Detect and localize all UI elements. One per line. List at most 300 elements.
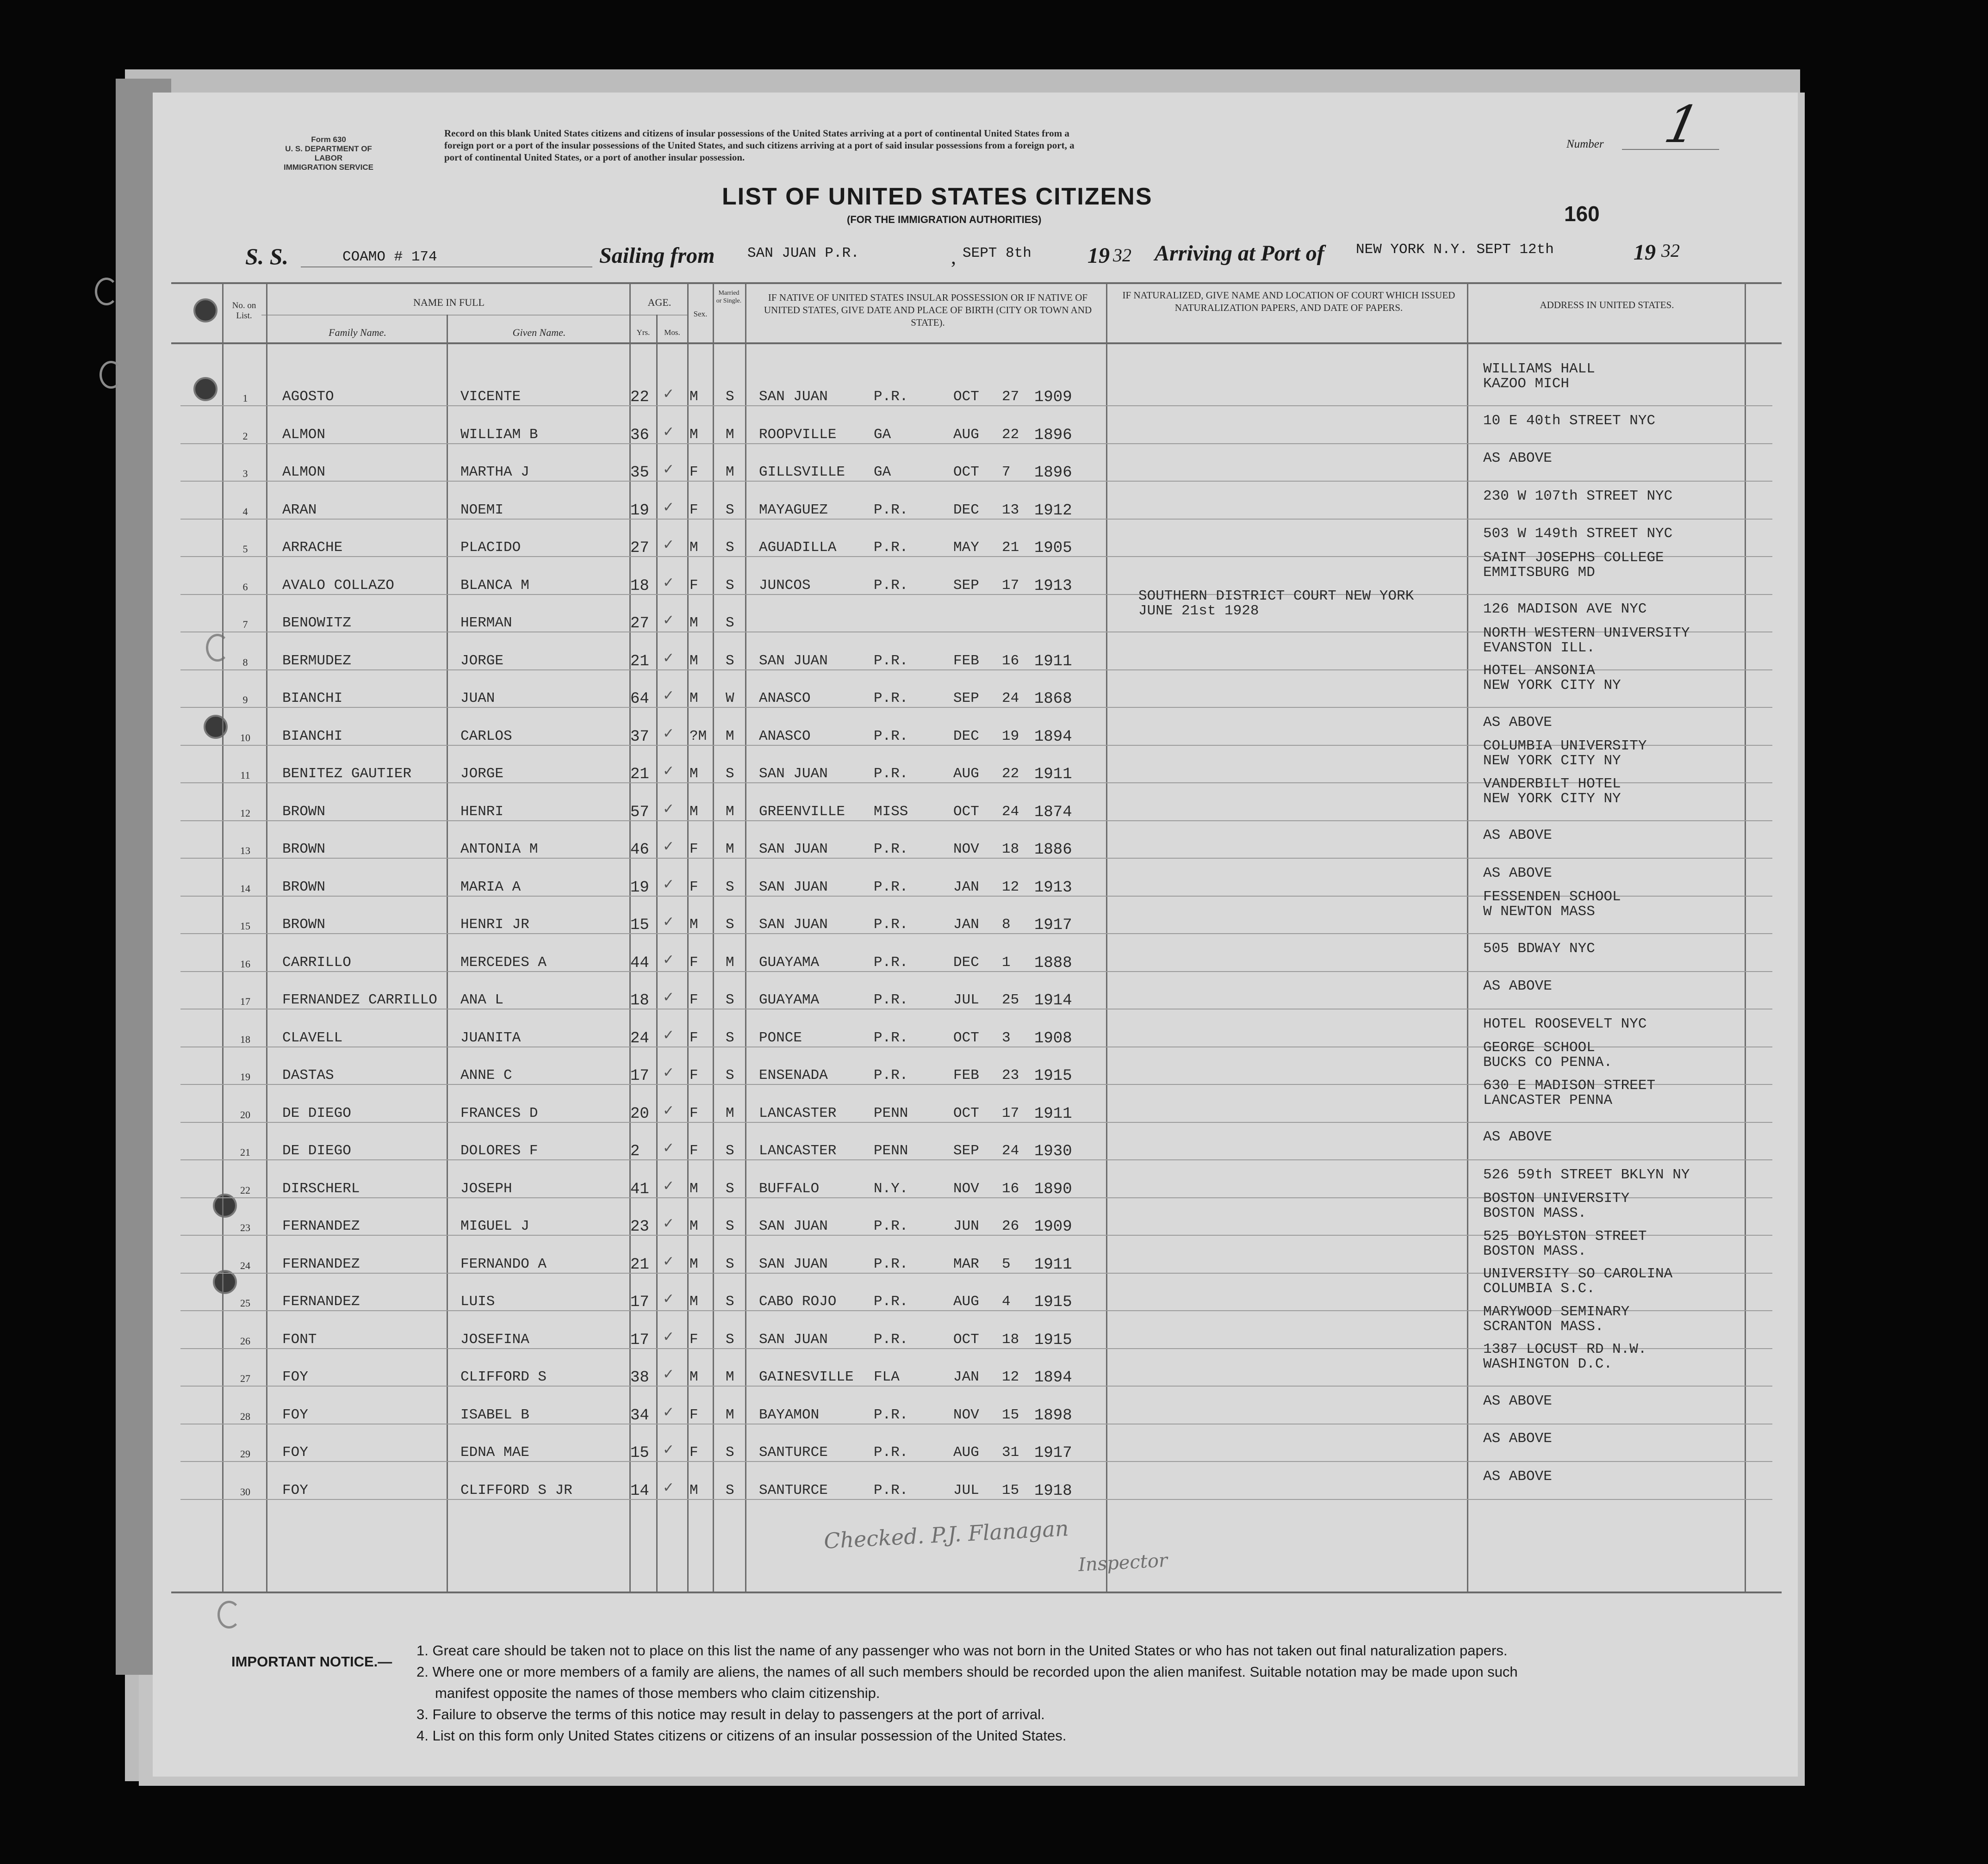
address-line-1: AS ABOVE — [1483, 865, 1552, 881]
given-name: HENRI JR — [460, 917, 529, 933]
birth-month: MAR — [953, 1256, 979, 1272]
birth-day: 23 — [1002, 1067, 1019, 1084]
marital-status: S — [726, 1143, 734, 1159]
notice-item-2b: manifest opposite the names of those members who claim citizenship. — [435, 1685, 880, 1701]
row-rule — [180, 971, 1772, 972]
birth-state: P.R. — [874, 539, 908, 556]
birth-year: 1908 — [1034, 1029, 1072, 1047]
col-married-single: Married or Single. — [716, 290, 742, 304]
table-row — [0, 521, 1988, 559]
birth-day: 18 — [1002, 1331, 1019, 1348]
list-number: 11 — [240, 769, 250, 781]
family-name: DASTAS — [282, 1067, 334, 1084]
age-years: 37 — [630, 728, 649, 746]
ship-name: COAMO # 174 — [342, 249, 437, 265]
birth-year: 1909 — [1034, 389, 1072, 406]
birth-day: 31 — [1002, 1444, 1019, 1461]
birth-state: MISS — [874, 803, 908, 820]
birth-day: 26 — [1002, 1218, 1019, 1234]
sex: F — [690, 502, 698, 518]
col-sex: Sex. — [693, 310, 708, 318]
check-mark-icon: ✓ — [663, 1442, 675, 1458]
given-name: MARIA A — [460, 879, 521, 895]
birth-city: PONCE — [759, 1029, 802, 1046]
given-name: CLIFFORD S JR — [460, 1482, 572, 1499]
inspector-title: Inspector — [1077, 1549, 1168, 1576]
birth-year: 1911 — [1034, 652, 1072, 670]
address-line-1: 10 E 40th STREET NYC — [1483, 412, 1656, 429]
notice-item-2a: 2. Where one or more members of a family are aliens, the names of all such members should be recorded upon the alien manifest. Suitable notation may be made upon such — [416, 1664, 1518, 1680]
age-years: 2 — [630, 1143, 640, 1160]
address-line-1: BOSTON UNIVERSITY — [1483, 1190, 1630, 1207]
birth-city: SAN JUAN — [759, 652, 828, 669]
list-number: 1 — [242, 392, 248, 404]
family-name: DE DIEGO — [282, 1105, 351, 1121]
birth-year: 1915 — [1034, 1294, 1072, 1311]
sex: M — [690, 1256, 698, 1272]
birth-city: SANTURCE — [759, 1444, 828, 1461]
given-name: ANNE C — [460, 1067, 512, 1084]
list-number: 3 — [242, 468, 248, 479]
inspector-signature: Checked. P.J. Flanagan — [823, 1516, 1069, 1554]
birth-year: 1913 — [1034, 577, 1072, 595]
marital-status: W — [726, 690, 734, 706]
col-mos: Mos. — [664, 328, 680, 337]
table-row — [0, 861, 1988, 898]
list-number: 29 — [240, 1448, 250, 1460]
family-name: DIRSCHERL — [282, 1180, 360, 1197]
row-rule — [180, 405, 1772, 406]
table-bottom-border — [171, 1592, 1782, 1593]
check-mark-icon: ✓ — [663, 876, 675, 892]
row-rule — [180, 858, 1772, 859]
birth-month: AUG — [953, 1294, 979, 1310]
birth-state: P.R. — [874, 502, 908, 518]
family-name: AGOSTO — [282, 389, 334, 405]
family-name: AVALO COLLAZO — [282, 577, 394, 594]
age-years: 64 — [630, 690, 649, 708]
check-mark-icon: ✓ — [663, 1328, 675, 1345]
given-name: JOSEFINA — [460, 1331, 529, 1348]
address-line-1: NORTH WESTERN UNIVERSITY — [1483, 625, 1690, 641]
family-name: FOY — [282, 1406, 308, 1423]
age-years: 38 — [630, 1369, 649, 1387]
sex: M — [690, 1369, 698, 1385]
sex: F — [690, 1444, 698, 1461]
list-number: 14 — [240, 882, 250, 894]
family-name: FERNANDEZ — [282, 1256, 360, 1272]
age-years: 18 — [630, 577, 649, 595]
col-birth: IF NATIVE OF UNITED STATES INSULAR POSSESSION OR IF NATIVE OF UNITED STATES, GIVE DATE AND PLACE OF BIRTH (CITY OR TOWN AND STATE). — [764, 292, 1092, 328]
marital-status: S — [726, 502, 734, 518]
check-mark-icon: ✓ — [663, 650, 675, 666]
check-mark-icon: ✓ — [663, 574, 675, 591]
marital-status: S — [726, 539, 734, 556]
family-name: BENITEZ GAUTIER — [282, 766, 412, 782]
birth-city: SAN JUAN — [759, 879, 828, 895]
birth-state: PENN — [874, 1105, 908, 1121]
family-name: FOY — [282, 1482, 308, 1499]
col-no: No. on List. — [232, 301, 256, 321]
age-years: 21 — [630, 766, 649, 783]
list-number: 18 — [240, 1033, 250, 1045]
arriving-label: Arriving at Port of — [1155, 241, 1324, 266]
birth-day: 12 — [1002, 879, 1019, 895]
table-row — [0, 823, 1988, 861]
birth-state: P.R. — [874, 1256, 908, 1272]
list-number: 7 — [242, 619, 248, 630]
list-number: 10 — [240, 731, 250, 743]
birth-city: GAINESVILLE — [759, 1369, 854, 1385]
birth-day: 4 — [1002, 1294, 1011, 1310]
list-number: 4 — [242, 505, 248, 517]
given-name: CLIFFORD S — [460, 1369, 547, 1385]
check-mark-icon: ✓ — [663, 386, 675, 402]
address-line-2: EVANSTON ILL. — [1483, 639, 1595, 656]
sex: F — [690, 992, 698, 1008]
list-number: 23 — [240, 1222, 250, 1233]
address-line-2: W NEWTON MASS — [1483, 904, 1595, 920]
given-name: HERMAN — [460, 615, 512, 631]
binder-ring — [217, 1601, 241, 1629]
family-name: ARAN — [282, 502, 317, 518]
table-row — [0, 1266, 1988, 1313]
sailing-label: Sailing from — [599, 243, 715, 268]
address-line-2: LANCASTER PENNA — [1483, 1092, 1613, 1108]
check-mark-icon: ✓ — [663, 1065, 675, 1081]
birth-state: P.R. — [874, 1331, 908, 1348]
birth-day: 12 — [1002, 1369, 1019, 1385]
given-name: JUAN — [460, 690, 495, 706]
table-row — [0, 625, 1988, 672]
check-mark-icon: ✓ — [663, 612, 675, 628]
given-name: EDNA MAE — [460, 1444, 529, 1461]
given-name: PLACIDO — [460, 539, 521, 556]
given-name: CARLOS — [460, 728, 512, 744]
age-years: 17 — [630, 1067, 649, 1085]
address-line-1: AS ABOVE — [1483, 827, 1552, 843]
birth-year: 1874 — [1034, 803, 1072, 821]
row-rule — [180, 1499, 1772, 1500]
naturalization-court: SOUTHERN DISTRICT COURT NEW YORK — [1138, 588, 1414, 604]
address-line-1: VANDERBILT HOTEL — [1483, 775, 1621, 792]
check-mark-icon: ✓ — [663, 763, 675, 779]
table-row — [0, 588, 1988, 634]
sailing-date: SEPT 8th — [963, 245, 1031, 261]
age-years: 17 — [630, 1294, 649, 1311]
birth-state: P.R. — [874, 1218, 908, 1234]
family-name: FERNANDEZ CARRILLO — [282, 992, 437, 1008]
table-row — [0, 1077, 1988, 1125]
col-address: ADDRESS IN UNITED STATES. — [1540, 299, 1674, 310]
table-row — [0, 1124, 1988, 1162]
table-row — [0, 549, 1988, 597]
age-subheader-line — [632, 315, 687, 316]
birth-month: SEP — [953, 1143, 979, 1159]
address-line-1: AS ABOVE — [1483, 1468, 1552, 1485]
sex: M — [690, 766, 698, 782]
comma: , — [951, 246, 956, 268]
birth-city: SANTURCE — [759, 1482, 828, 1499]
birth-city: LANCASTER — [759, 1105, 837, 1121]
birth-state: P.R. — [874, 1029, 908, 1046]
family-name: BROWN — [282, 803, 326, 820]
notice-heading: IMPORTANT NOTICE.— — [231, 1653, 392, 1670]
birth-month: OCT — [953, 389, 979, 405]
sex: ?M — [690, 728, 707, 744]
birth-year: 1912 — [1034, 502, 1072, 520]
list-number: 21 — [240, 1146, 250, 1158]
family-name: BROWN — [282, 917, 326, 933]
table-row — [0, 1228, 1988, 1276]
instructions-line-3: port of continental United States, or a port of another insular possession. — [444, 152, 745, 163]
row-rule — [180, 707, 1772, 708]
list-number: 9 — [242, 694, 248, 706]
check-mark-icon: ✓ — [663, 1291, 675, 1307]
birth-month: SEP — [953, 577, 979, 594]
birth-day: 16 — [1002, 652, 1019, 669]
birth-city: SAN JUAN — [759, 917, 828, 933]
marital-status: S — [726, 1444, 734, 1461]
birth-city: LANCASTER — [759, 1143, 837, 1159]
ss-label: S. S. — [245, 243, 289, 269]
birth-year: 1911 — [1034, 766, 1072, 783]
birth-month: AUG — [953, 1444, 979, 1461]
arrival-year: 32 — [1661, 240, 1680, 261]
birth-city: SAN JUAN — [759, 1331, 828, 1348]
address-line-1: GEORGE SCHOOL — [1483, 1040, 1595, 1056]
sex: M — [690, 539, 698, 556]
number-value: 1 — [1659, 95, 1705, 154]
birth-city: GILLSVILLE — [759, 464, 845, 480]
department: U. S. DEPARTMENT OF LABOR — [285, 144, 372, 162]
age-years: 34 — [630, 1406, 649, 1424]
birth-day: 13 — [1002, 502, 1019, 518]
birth-month: NOV — [953, 1406, 979, 1423]
birth-city: ENSENADA — [759, 1067, 828, 1084]
birth-day: 16 — [1002, 1180, 1019, 1197]
sex: F — [690, 577, 698, 594]
birth-year: 1909 — [1034, 1218, 1072, 1236]
list-number: 28 — [240, 1410, 250, 1422]
given-name: MIGUEL J — [460, 1218, 529, 1234]
address-line-2: NEW YORK CITY NY — [1483, 753, 1621, 769]
row-rule — [180, 519, 1772, 520]
address-line-1: AS ABOVE — [1483, 450, 1552, 466]
marital-status: S — [726, 992, 734, 1008]
birth-year: 1917 — [1034, 917, 1072, 934]
marital-status: M — [726, 1369, 734, 1385]
list-number: 15 — [240, 920, 250, 932]
sex: F — [690, 464, 698, 480]
table-row — [0, 1011, 1988, 1049]
list-number: 2 — [242, 430, 248, 442]
age-years: 36 — [630, 426, 649, 444]
marital-status: S — [726, 1180, 734, 1197]
marital-status: S — [726, 1331, 734, 1348]
birth-state: P.R. — [874, 1482, 908, 1499]
page-subtitle: (FOR THE IMMIGRATION AUTHORITIES) — [847, 214, 1042, 225]
age-years: 22 — [630, 389, 649, 406]
check-mark-icon: ✓ — [663, 1102, 675, 1119]
birth-day: 19 — [1002, 728, 1019, 744]
table-row — [0, 1426, 1988, 1464]
birth-year: 1896 — [1034, 464, 1072, 482]
check-mark-icon: ✓ — [663, 1479, 675, 1496]
list-number: 17 — [240, 996, 250, 1007]
address-line-1: HOTEL ROOSEVELT NYC — [1483, 1016, 1647, 1032]
form-number: Form 630 — [311, 135, 346, 144]
col-yrs: Yrs. — [636, 328, 650, 337]
family-name: FERNANDEZ — [282, 1294, 360, 1310]
birth-state: P.R. — [874, 879, 908, 895]
row-rule — [180, 1159, 1772, 1160]
check-mark-icon: ✓ — [663, 1177, 675, 1194]
table-row — [0, 936, 1988, 974]
service: IMMIGRATION SERVICE — [284, 163, 373, 172]
age-years: 17 — [630, 1331, 649, 1349]
birth-state: P.R. — [874, 841, 908, 857]
arrival-port: NEW YORK N.Y. SEPT 12th — [1356, 242, 1554, 258]
year-prefix: 19 — [1087, 243, 1110, 268]
instructions-line-2: foreign port or a port of the insular possessions of the United States, and such citizens arriving at a port of said insular possessions from a foreign port, a — [444, 140, 1075, 151]
birth-month: JAN — [953, 1369, 979, 1385]
sex: F — [690, 1406, 698, 1423]
marital-status: S — [726, 1294, 734, 1310]
birth-city: SAN JUAN — [759, 389, 828, 405]
birth-day: 24 — [1002, 690, 1019, 706]
birth-day: 7 — [1002, 464, 1011, 480]
birth-month: JUL — [953, 1482, 979, 1499]
row-rule — [180, 481, 1772, 482]
row-rule — [180, 594, 1772, 595]
birth-day: 21 — [1002, 539, 1019, 556]
address-line-2: EMMITSBURG MD — [1483, 564, 1595, 581]
birth-month: OCT — [953, 1105, 979, 1121]
table-top-border — [171, 282, 1782, 284]
birth-month: AUG — [953, 426, 979, 443]
marital-status: S — [726, 1067, 734, 1084]
age-years: 20 — [630, 1105, 649, 1123]
family-name: BIANCHI — [282, 690, 343, 706]
list-number: 16 — [240, 958, 250, 970]
birth-month: JAN — [953, 917, 979, 933]
family-name: FONT — [282, 1331, 317, 1348]
birth-month: OCT — [953, 1331, 979, 1348]
birth-state: P.R. — [874, 577, 908, 594]
check-mark-icon: ✓ — [663, 1253, 675, 1270]
address-line-1: AS ABOVE — [1483, 1129, 1552, 1145]
birth-month: JAN — [953, 879, 979, 895]
birth-day: 8 — [1002, 917, 1011, 933]
birth-month: SEP — [953, 690, 979, 706]
birth-year: 1911 — [1034, 1105, 1072, 1123]
birth-city: SAN JUAN — [759, 1256, 828, 1272]
family-name: ALMON — [282, 426, 326, 443]
birth-city: ANASCO — [759, 728, 811, 744]
given-name: NOEMI — [460, 502, 504, 518]
birth-state: PENN — [874, 1143, 908, 1159]
check-mark-icon: ✓ — [663, 914, 675, 930]
birth-state: P.R. — [874, 954, 908, 971]
birth-day: 22 — [1002, 426, 1019, 443]
sex: F — [690, 1143, 698, 1159]
birth-month: JUN — [953, 1218, 979, 1234]
list-number: 24 — [240, 1259, 250, 1271]
instructions-line-1: Record on this blank United States citizens and citizens of insular possessions of the United States arriving at a port of continental United States from a — [444, 128, 1069, 139]
birth-day: 5 — [1002, 1256, 1011, 1272]
birth-day: 15 — [1002, 1406, 1019, 1423]
binder-ring — [95, 278, 118, 305]
given-name: BLANCA M — [460, 577, 529, 594]
address-line-2: SCRANTON MASS. — [1483, 1318, 1604, 1335]
marital-status: S — [726, 879, 734, 895]
birth-state: P.R. — [874, 389, 908, 405]
address-line-2: BUCKS CO PENNA. — [1483, 1054, 1613, 1071]
birth-state: FLA — [874, 1369, 900, 1385]
sex: M — [690, 426, 698, 443]
check-mark-icon: ✓ — [663, 461, 675, 477]
row-rule — [180, 933, 1772, 934]
check-mark-icon: ✓ — [663, 687, 675, 704]
family-name: FOY — [282, 1444, 308, 1461]
ship-underline — [301, 266, 592, 267]
given-name: JORGE — [460, 766, 504, 782]
notice-item-1: 1. Great care should be taken not to place on this list the name of any passenger who was not born in the United States or who has not taken out final naturalization papers. — [416, 1642, 1508, 1659]
birth-day: 27 — [1002, 389, 1019, 405]
age-years: 19 — [630, 502, 649, 520]
address-line-1: MARYWOOD SEMINARY — [1483, 1303, 1630, 1320]
birth-month: OCT — [953, 803, 979, 820]
sex: M — [690, 652, 698, 669]
birth-month: DEC — [953, 728, 979, 744]
given-name: ANTONIA M — [460, 841, 538, 857]
given-name: WILLIAM B — [460, 426, 538, 443]
age-years: 19 — [630, 879, 649, 897]
birth-day: 24 — [1002, 1143, 1019, 1159]
birth-year: 1896 — [1034, 426, 1072, 444]
marital-status: S — [726, 615, 734, 631]
birth-year: 1930 — [1034, 1143, 1072, 1160]
age-years: 23 — [630, 1218, 649, 1236]
family-name: FERNANDEZ — [282, 1218, 360, 1234]
birth-state: N.Y. — [874, 1180, 908, 1197]
table-row — [0, 973, 1988, 1011]
birth-year: 1915 — [1034, 1331, 1072, 1349]
list-number: 5 — [242, 543, 248, 555]
check-mark-icon: ✓ — [663, 1027, 675, 1043]
sex: M — [690, 389, 698, 405]
birth-year: 1905 — [1034, 539, 1072, 557]
table-row — [0, 738, 1988, 785]
sex: M — [690, 1180, 698, 1197]
sex: M — [690, 803, 698, 820]
birth-year: 1886 — [1034, 841, 1072, 859]
given-name: MERCEDES A — [460, 954, 547, 971]
age-years: 41 — [630, 1180, 649, 1198]
marital-status: M — [726, 841, 734, 857]
birth-city: JUNCOS — [759, 577, 811, 594]
birth-city: AGUADILLA — [759, 539, 837, 556]
birth-year: 1911 — [1034, 1256, 1072, 1274]
birth-city: MAYAGUEZ — [759, 502, 828, 518]
address-line-1: 230 W 107th STREET NYC — [1483, 488, 1673, 504]
address-line-1: HOTEL ANSONIA — [1483, 663, 1595, 679]
family-name: CARRILLO — [282, 954, 351, 971]
check-mark-icon: ✓ — [663, 800, 675, 817]
sex: M — [690, 615, 698, 631]
row-rule — [180, 443, 1772, 444]
